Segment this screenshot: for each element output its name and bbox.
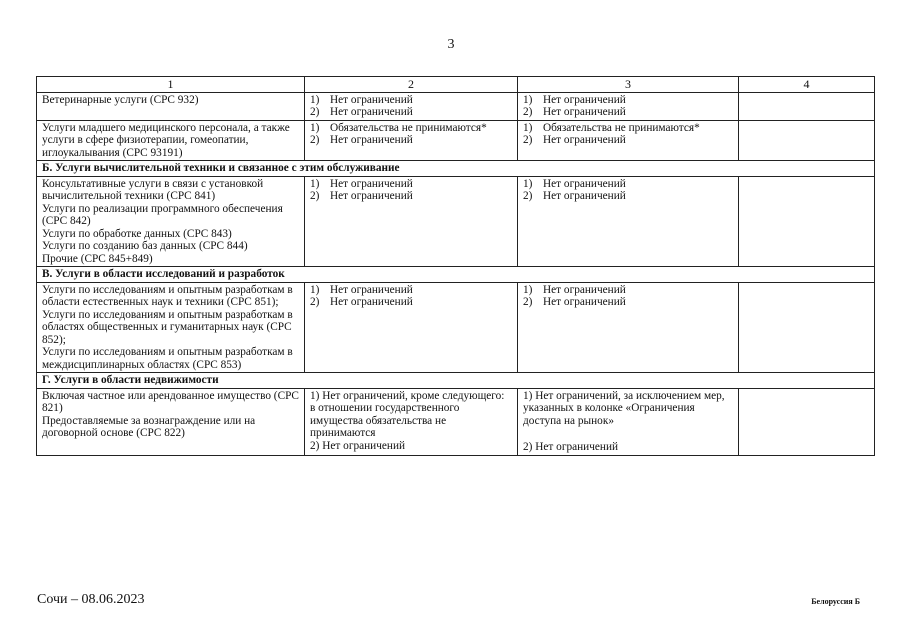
item-number: 1)	[523, 121, 533, 134]
item-text: Нет ограничений	[330, 93, 413, 106]
sector-text: Услуги по созданию баз данных (CPC 844)	[42, 240, 248, 252]
market-access-cell	[305, 388, 518, 455]
item-text: Нет ограничений	[543, 134, 626, 146]
commitments-table	[36, 76, 875, 456]
sector-text: Услуги по реализации программного обеспечения (CPC 842)	[42, 202, 283, 227]
item-text: Нет ограничений	[543, 177, 626, 190]
item-number: 1)	[523, 177, 533, 190]
item-text: Нет ограничений	[330, 177, 413, 190]
footer-country: Белоруссия Б	[811, 597, 860, 606]
sector-cell	[37, 176, 305, 267]
item-number: 2)	[310, 190, 320, 202]
list-item	[310, 122, 513, 135]
sector-cell	[37, 282, 305, 373]
item-text: 1) Нет ограничений, за исключением мер, указанных в колонке «Ограничения доступа на рынок»	[523, 389, 725, 427]
list-item	[310, 134, 513, 147]
item-number: 1)	[523, 283, 533, 296]
item-text: 2) Нет ограничений	[310, 439, 406, 452]
item-number: 2)	[310, 134, 320, 146]
sector-cell	[37, 92, 305, 120]
list-item	[310, 284, 513, 297]
item-text: Нет ограничений	[330, 296, 413, 308]
list-item	[523, 106, 734, 119]
section-heading: Г. Услуги в области недвижимости	[37, 373, 875, 389]
item-text: Нет ограничений	[543, 190, 626, 202]
additional-commitments-cell	[739, 282, 875, 373]
additional-commitments-cell	[739, 92, 875, 120]
list-item	[523, 178, 734, 191]
item-text: Нет ограничений	[543, 93, 626, 106]
list-item	[523, 134, 734, 147]
item-text: 1) Нет ограничений, кроме следующего:	[310, 389, 505, 402]
column-header-2: 2	[305, 77, 518, 93]
table-row	[37, 92, 875, 120]
sector-cell	[37, 120, 305, 161]
item-text: Нет ограничений	[543, 296, 626, 308]
sector-text: Предоставляемые за вознаграждение или на договорной основе (CPC 822)	[42, 414, 256, 439]
item-number: 2)	[523, 134, 533, 146]
list-item	[310, 190, 513, 203]
item-number: 2)	[523, 296, 533, 308]
item-number: 1)	[310, 121, 320, 134]
item-text: Нет ограничений	[330, 134, 413, 146]
item-number: 2)	[523, 190, 533, 202]
column-header-1: 1	[37, 77, 305, 93]
table-row	[37, 388, 875, 455]
section-row	[37, 373, 875, 389]
list-item	[310, 178, 513, 191]
table-row	[37, 176, 875, 267]
item-number: 2)	[523, 106, 533, 118]
sector-text: Консультативные услуги в связи с установкой вычислительной техники (CPC 841)	[42, 177, 264, 202]
item-text: в отношении государственного имущества обязательства не принимаются	[310, 402, 460, 439]
sector-text: Услуги младшего медицинского персонала, а также услуги в сфере физиотерапии, гомеопатии, иглоукалывания (CPC 93191)	[42, 121, 290, 159]
market-access-cell	[305, 120, 518, 161]
item-text: Нет ограничений	[330, 190, 413, 202]
market-access-cell	[305, 282, 518, 373]
list-item	[523, 296, 734, 309]
market-access-cell	[305, 92, 518, 120]
sector-text: Услуги по исследованиям и опытным разработкам в области естественных наук и техники (CPC 851);	[42, 283, 293, 308]
national-treatment-cell	[518, 176, 739, 267]
item-text: Нет ограничений	[543, 106, 626, 118]
national-treatment-cell	[518, 388, 739, 455]
item-text: 2) Нет ограничений	[523, 441, 619, 453]
sector-text: Включая частное или арендованное имущество (CPC 821)	[42, 389, 299, 414]
list-item	[523, 94, 734, 107]
list-item	[523, 284, 734, 297]
additional-commitments-cell	[739, 120, 875, 161]
sector-cell	[37, 388, 305, 455]
section-row	[37, 161, 875, 177]
sector-text: Прочие (CPC 845+849)	[42, 252, 153, 265]
spacer	[523, 427, 734, 441]
table-header-row	[37, 77, 875, 93]
sector-text: Ветеринарные услуги (CPC 932)	[42, 93, 199, 106]
section-heading: В. Услуги в области исследований и разработок	[37, 267, 875, 283]
item-text: Обязательства не принимаются*	[330, 121, 487, 134]
sector-text: Услуги по исследованиям и опытным разработкам в областях общественных и гуманитарных наук (CPC 852);	[42, 308, 293, 346]
item-text: Нет ограничений	[543, 283, 626, 296]
sector-text: Услуги по обработке данных (CPC 843)	[42, 227, 232, 240]
list-item	[310, 94, 513, 107]
item-number: 1)	[310, 177, 320, 190]
national-treatment-cell	[518, 120, 739, 161]
item-number: 2)	[310, 296, 320, 308]
page-number: 3	[447, 37, 455, 52]
market-access-cell	[305, 176, 518, 267]
table-row	[37, 120, 875, 161]
footer-date: Сочи – 08.06.2023	[37, 592, 145, 607]
section-row	[37, 267, 875, 283]
list-item	[310, 106, 513, 119]
national-treatment-cell	[518, 92, 739, 120]
column-header-3: 3	[518, 77, 739, 93]
additional-commitments-cell	[739, 176, 875, 267]
item-number: 1)	[523, 93, 533, 106]
section-heading: Б. Услуги вычислительной техники и связанное с этим обслуживание	[37, 161, 875, 177]
list-item	[523, 122, 734, 135]
item-text: Нет ограничений	[330, 283, 413, 296]
list-item	[310, 296, 513, 309]
item-number: 2)	[310, 106, 320, 118]
item-text: Обязательства не принимаются*	[543, 121, 700, 134]
item-number: 1)	[310, 283, 320, 296]
item-number: 1)	[310, 93, 320, 106]
national-treatment-cell	[518, 282, 739, 373]
sector-text: Услуги по исследованиям и опытным разработкам в междисциплинарных областях (CPC 853)	[42, 346, 293, 371]
additional-commitments-cell	[739, 388, 875, 455]
item-text: Нет ограничений	[330, 106, 413, 118]
column-header-4: 4	[739, 77, 875, 93]
list-item	[523, 190, 734, 203]
table-row	[37, 282, 875, 373]
